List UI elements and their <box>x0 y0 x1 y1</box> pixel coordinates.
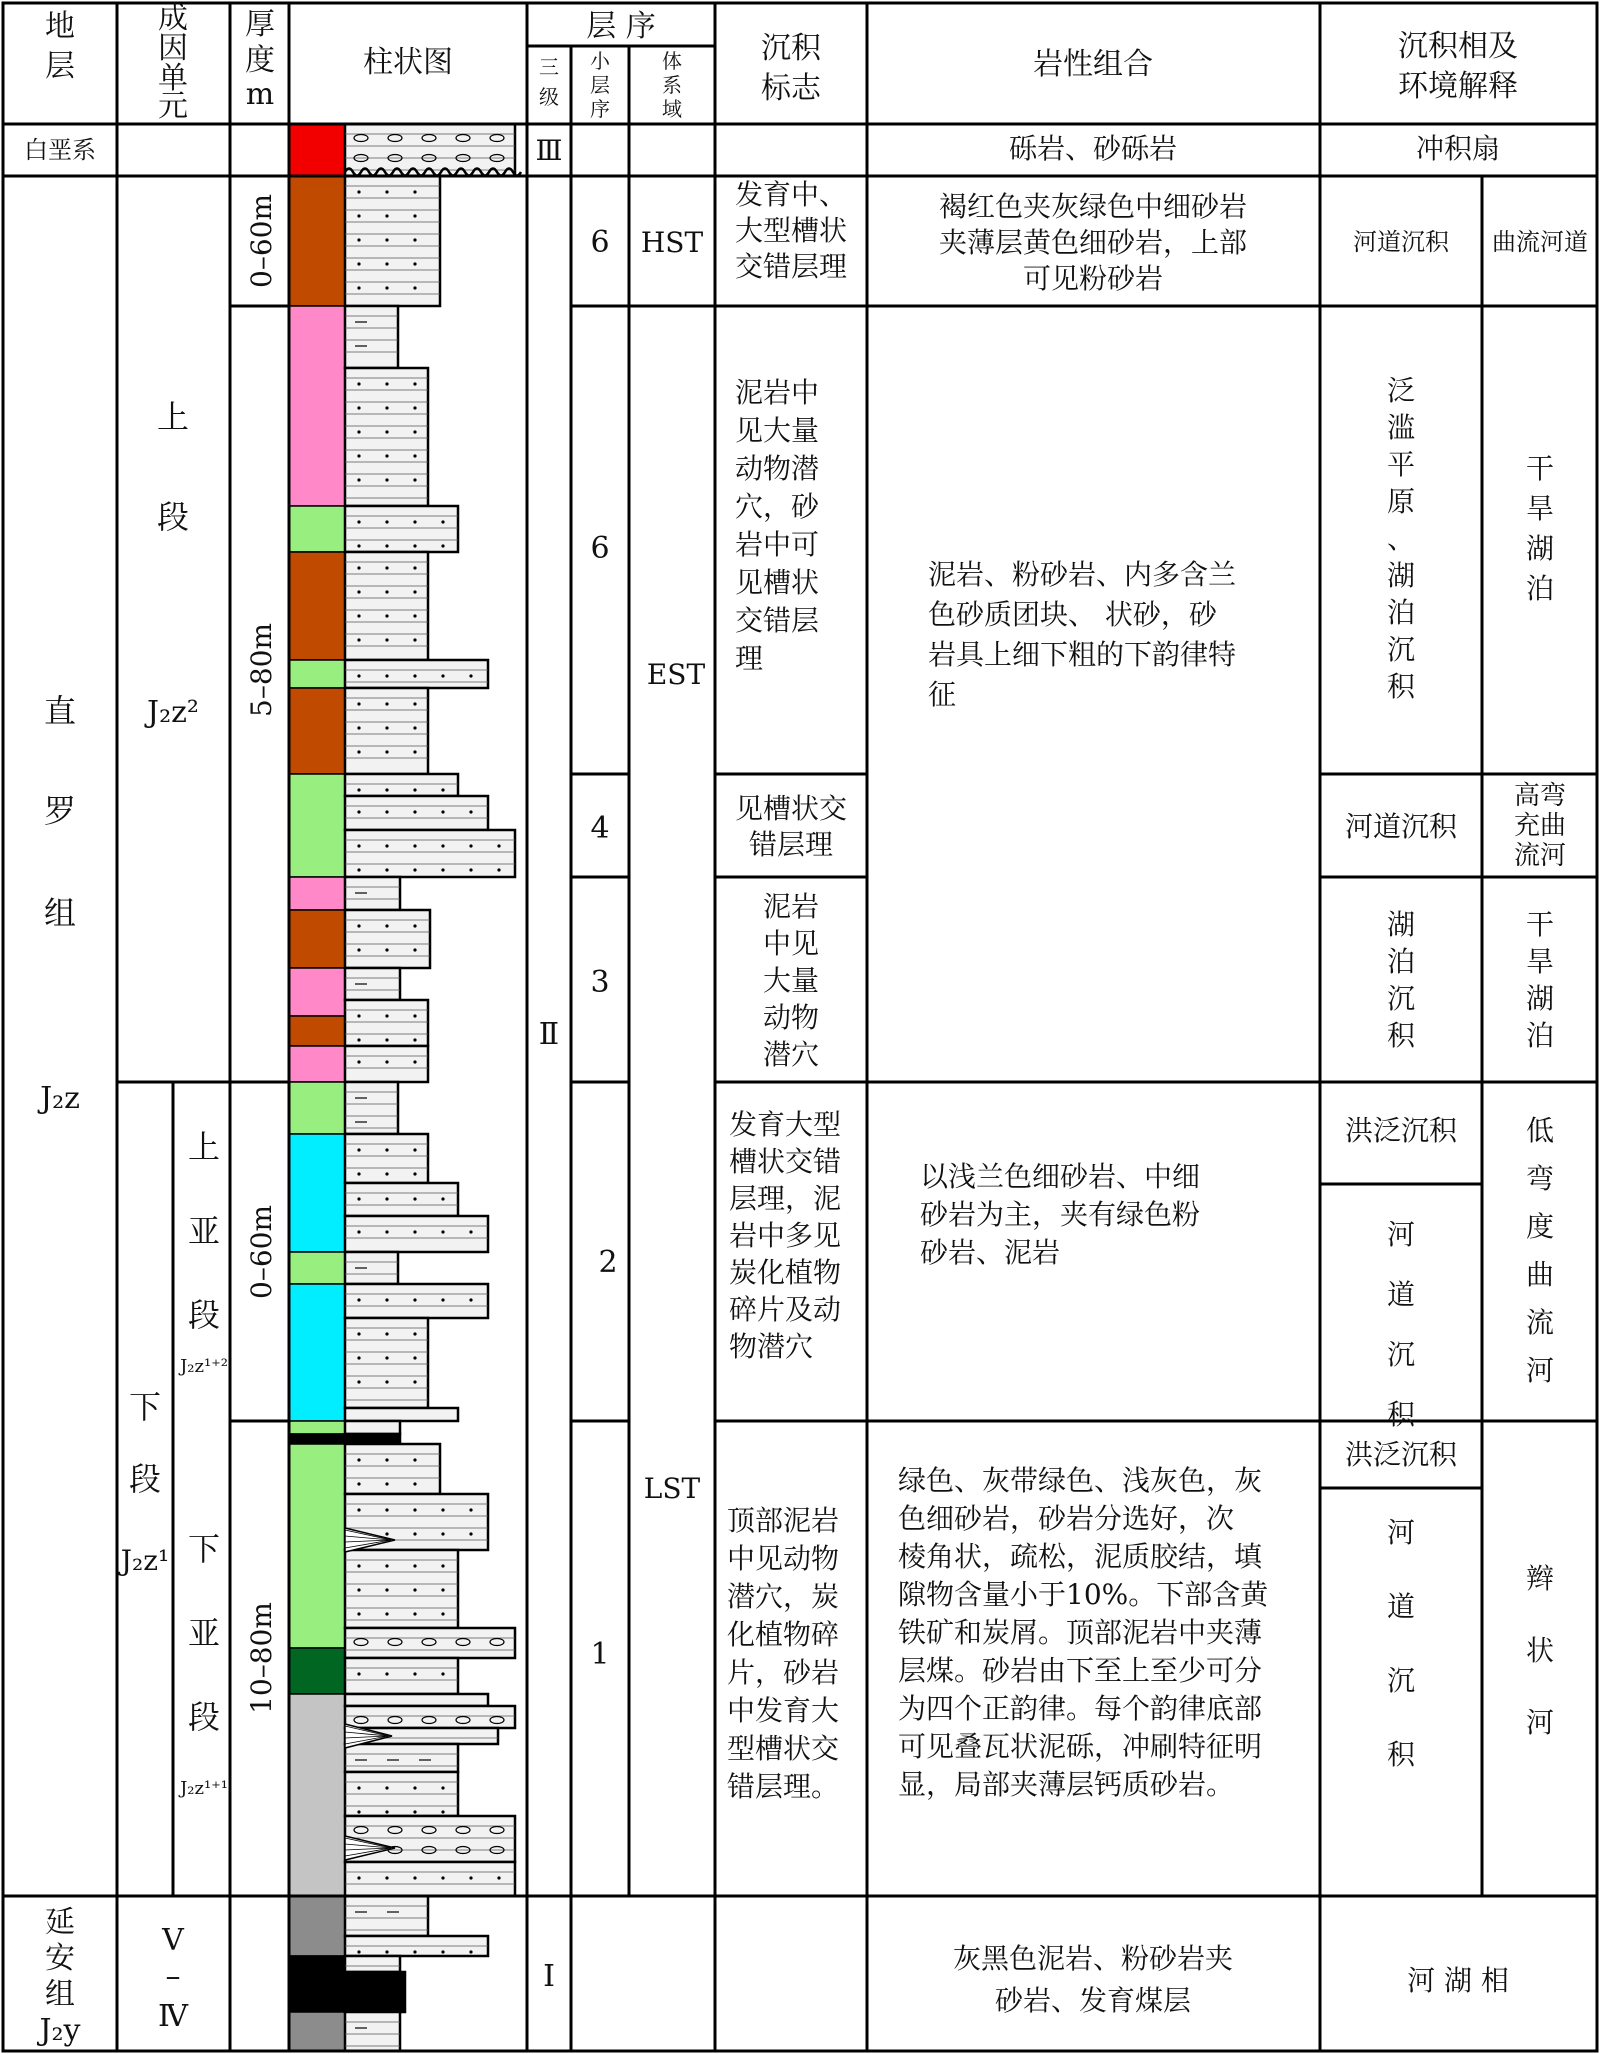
header-third-order-1: 三 <box>539 55 559 79</box>
header-row <box>45 1 1518 124</box>
lithology-seq1-line: 可见叠瓦状泥砾，冲刷特征明 <box>898 1730 1263 1763</box>
facies-seq3-line: 湖 <box>1386 908 1416 941</box>
small-seq-3: 3 <box>590 965 610 1000</box>
env-seq6-est-line: 旱 <box>1525 492 1555 525</box>
marks-seq3-line: 动物 <box>762 1001 820 1034</box>
marks-seq2-line: 岩中多见 <box>729 1219 842 1252</box>
marks-seq2-line: 炭化植物 <box>729 1256 842 1289</box>
header-thickness-2: 度 <box>245 43 275 78</box>
small-seq-6a: 6 <box>590 225 610 260</box>
env-seq1-line: 状 <box>1525 1634 1555 1667</box>
color-bar-segment <box>289 968 345 1016</box>
litho-bed <box>345 1434 400 1444</box>
upper-sub-name-3: 段 <box>187 1296 221 1334</box>
env-seq4-line: 流河 <box>1513 841 1567 871</box>
facies-seq6-est-line: 积 <box>1386 670 1416 703</box>
small-seq-6b: 6 <box>590 531 610 566</box>
lithology-seq6-est-line: 泥岩、粉砂岩、内多含兰 <box>928 558 1237 591</box>
tract-lst: LST <box>643 1472 701 1505</box>
lithology-seq2-line: 以浅兰色细砂岩、中细 <box>920 1160 1201 1193</box>
litho-bed <box>345 1956 400 1972</box>
litho-bed <box>345 368 428 506</box>
facies-seq4: 河道沉积 <box>1344 810 1458 843</box>
lithology-seq6-hst-line: 可见粉砂岩 <box>1022 262 1164 295</box>
marks-seq6-est-line: 理 <box>735 642 764 675</box>
color-bar-segment <box>289 1444 345 1648</box>
facies-seq1-line: 沉 <box>1386 1664 1416 1697</box>
lithology-seq6-hst-line: 褐红色夹灰绿色中细砂岩 <box>938 190 1248 223</box>
lithology-seq1-line: 棱角状，疏松，泥质胶结，填 <box>898 1540 1263 1573</box>
env-seq3 <box>1526 908 1554 1052</box>
marks-seq1-line: 中发育大 <box>727 1694 840 1727</box>
tract-hst: HST <box>640 226 704 259</box>
facies-seq3-line: 沉 <box>1386 982 1416 1015</box>
lithology-seq1-line: 隙物含量小于10%。下部含黄 <box>898 1578 1269 1611</box>
env-seq2-line: 低 <box>1525 1114 1555 1147</box>
facies-seq6-est-line: 泊 <box>1386 596 1416 629</box>
env-seq3-line: 旱 <box>1525 945 1555 978</box>
litho-bed <box>345 1318 428 1408</box>
header-sequence: 层 序 <box>586 9 656 44</box>
header-sequence-sub <box>539 49 682 121</box>
marks-seq6-hst-line: 发育中、 <box>734 178 848 211</box>
marks-seq2-line: 层理，泥 <box>729 1182 842 1215</box>
litho-bed <box>345 1046 428 1082</box>
header-marks-2: 标志 <box>761 71 821 106</box>
color-bar-segment <box>289 1421 345 1434</box>
header-genetic-unit-1: 成 <box>158 1 188 36</box>
marks-seq3-line: 大量 <box>762 964 820 997</box>
color-bar-column <box>289 124 345 2051</box>
litho-bed <box>345 1816 515 1862</box>
marks-seq6-hst-line: 交错层理 <box>734 250 848 283</box>
marks-seq1-line: 错层理。 <box>727 1770 840 1803</box>
litho-bed <box>345 176 440 306</box>
litho-bed <box>345 910 430 968</box>
lithology-seq6-hst <box>939 190 1247 295</box>
marks-seq3 <box>763 890 819 1071</box>
color-bar-segment <box>289 1694 345 1896</box>
upper-member-name-1: 上 <box>156 398 190 436</box>
env-seq4 <box>1514 781 1566 871</box>
litho-bed <box>345 2012 400 2051</box>
facies-seq6-est <box>1387 374 1416 703</box>
small-seq-1: 1 <box>590 1637 610 1672</box>
env-seq2-line: 河 <box>1525 1354 1555 1387</box>
litho-bed <box>345 877 400 910</box>
marks-seq4-line: 见槽状交 <box>734 792 848 825</box>
env-seq1-line: 河 <box>1525 1706 1555 1739</box>
small-seq-4: 4 <box>590 811 610 846</box>
litho-bed <box>345 1936 488 1956</box>
facies-seq6-est-line: 滥 <box>1386 411 1416 444</box>
header-tract-2: 系 <box>662 73 682 97</box>
yanan-unit-2: – <box>165 1959 181 1994</box>
litho-bed <box>345 1896 428 1936</box>
zhiluo-name-3: 组 <box>43 894 77 932</box>
litho-bed <box>345 1772 458 1816</box>
row-cretaceous <box>24 132 1500 167</box>
lithology-seq1-line: 铁矿和炭屑。顶部泥岩中夹薄 <box>898 1616 1263 1649</box>
lower-member-code: J₂z¹ <box>120 1544 170 1577</box>
marks-seq6-hst <box>735 178 847 283</box>
marks-seq2-line: 发育大型 <box>729 1108 842 1141</box>
color-bar-segment <box>289 552 345 660</box>
litho-bed <box>345 968 400 1000</box>
marks-seq1 <box>727 1504 839 1803</box>
color-bar-segment <box>289 176 345 306</box>
lower-member-name-2: 段 <box>128 1460 162 1498</box>
env-seq6-est <box>1526 452 1554 605</box>
color-bar-segment <box>289 1134 345 1252</box>
lithology-seq1-line: 绿色、灰带绿色、浅灰色，灰 <box>898 1464 1263 1497</box>
header-lithology: 岩性组合 <box>1033 47 1153 82</box>
upper-member-name-2: 段 <box>156 498 190 536</box>
marks-seq6-est-line: 泥岩中 <box>735 376 820 409</box>
env-seq4-line: 高弯 <box>1513 781 1567 811</box>
litho-bed <box>345 830 515 877</box>
litho-bed <box>345 1550 458 1628</box>
header-facies-1: 沉积相及 <box>1398 29 1518 64</box>
marks-seq6-est <box>735 376 820 675</box>
marks-seq6-est-line: 交错层 <box>735 604 820 637</box>
litho-bed <box>345 1421 400 1434</box>
env-seq6-est-line: 泊 <box>1525 572 1555 605</box>
facies-seq6-hst: 河道沉积 <box>1353 228 1449 256</box>
yanan-name-1: 延 <box>45 1905 75 1940</box>
header-small-2: 层 <box>590 73 610 97</box>
litho-bed <box>345 1444 440 1494</box>
marks-seq2 <box>729 1108 841 1363</box>
row-yanan <box>36 1905 1508 2048</box>
marks-seq1-line: 化植物碎 <box>727 1618 840 1651</box>
env-seq6-hst: 曲流河道 <box>1492 228 1588 256</box>
color-bar-segment <box>289 660 345 688</box>
yanan-lithology-2: 砂岩、发育煤层 <box>994 1984 1192 2017</box>
marks-seq3-line: 中见 <box>762 927 820 960</box>
env-seq6-est-line: 干 <box>1525 452 1555 485</box>
color-bar-segment <box>289 124 345 176</box>
color-bar-segment <box>289 877 345 910</box>
litho-bed <box>345 1284 488 1318</box>
yanan-name-2: 安 <box>45 1941 75 1976</box>
lithology-seq1-line: 色细砂岩，砂岩分选好，次 <box>898 1502 1235 1535</box>
cretaceous-stratum: 白垩系 <box>24 136 96 164</box>
small-seq-2: 2 <box>598 1245 618 1280</box>
thickness-column <box>245 194 278 1714</box>
color-bar-segment <box>289 1956 345 2012</box>
lithology-seq2-line: 砂岩为主，夹有绿色粉 <box>920 1198 1201 1231</box>
env-seq2 <box>1526 1114 1554 1387</box>
header-tract-3: 域 <box>662 97 682 121</box>
facies-seq3-line: 泊 <box>1386 945 1416 978</box>
header-stratum-2: 层 <box>45 49 75 84</box>
lithology-seq6-est-line: 征 <box>928 678 957 711</box>
thickness-4: 10–80m <box>245 1602 278 1714</box>
header-tract-1: 体 <box>662 49 682 73</box>
env-seq4-line: 充曲 <box>1513 811 1567 841</box>
yanan-unit-1: V <box>162 1923 184 1958</box>
litho-bed <box>345 1216 488 1252</box>
litho-bed <box>345 306 398 368</box>
litho-bed <box>345 1408 458 1421</box>
lithology-seq2-line: 砂岩、泥岩 <box>920 1236 1061 1269</box>
yanan-name-4: J₂y <box>39 2013 81 2048</box>
color-bar-segment <box>289 506 345 552</box>
facies-seq2-line: 积 <box>1386 1398 1416 1431</box>
color-bar-segment <box>289 1046 345 1082</box>
lithology-seq1-line: 层煤。砂岩由下至上至少可分 <box>898 1654 1263 1687</box>
env-seq3-line: 干 <box>1525 908 1555 941</box>
litho-bed <box>345 1134 428 1183</box>
sequence-numbers <box>590 225 705 1672</box>
marks-seq2-line: 碎片及动 <box>729 1293 842 1326</box>
color-bar-segment <box>289 306 345 506</box>
yanan-unit-3: Ⅳ <box>158 1999 188 2034</box>
facies-seq6-est-line: 沉 <box>1386 633 1416 666</box>
lithology-column <box>345 124 521 2051</box>
lithology-seq6-est-line: 岩具上细下粗的下韵律特 <box>928 638 1237 671</box>
litho-bed <box>345 506 458 552</box>
zhiluo-third-order: Ⅱ <box>538 1017 560 1052</box>
litho-bed <box>345 796 488 830</box>
description-cells <box>727 178 1588 1803</box>
facies-seq6-est-line: 原 <box>1386 485 1416 518</box>
litho-bed <box>345 1862 515 1896</box>
litho-bed <box>345 1628 515 1658</box>
yanan-facies: 河 湖 相 <box>1407 1964 1509 1997</box>
lower-sub-name-3: 段 <box>187 1698 221 1736</box>
env-seq2-line: 曲 <box>1525 1258 1555 1291</box>
marks-seq2-line: 槽状交错 <box>729 1145 842 1178</box>
lithology-seq1-line: 为四个正韵律。每个韵律底部 <box>898 1692 1263 1725</box>
marks-seq1-line: 潜穴，炭 <box>727 1580 840 1613</box>
marks-seq6-est-line: 岩中可 <box>735 528 820 561</box>
cretaceous-lithology: 砾岩、砂砾岩 <box>1008 132 1178 165</box>
litho-bed <box>345 1972 405 2012</box>
facies-seq3-line: 积 <box>1386 1019 1416 1052</box>
color-bar-segment <box>289 910 345 968</box>
upper-sub-name-2: 亚 <box>187 1212 221 1250</box>
yanan-third-order: Ⅰ <box>543 1959 555 1994</box>
lower-member-name-1: 下 <box>128 1388 162 1426</box>
marks-seq6-est-line: 见大量 <box>735 414 820 447</box>
zhiluo-name-2: 罗 <box>43 792 77 830</box>
facies-seq2-line: 道 <box>1386 1278 1416 1311</box>
upper-member-code: J₂z² <box>147 695 199 730</box>
marks-seq1-line: 片，砂岩 <box>727 1656 840 1689</box>
facies-seq2-top: 洪泛沉积 <box>1344 1114 1458 1147</box>
header-column: 柱状图 <box>363 45 453 80</box>
color-bar-segment <box>289 1648 345 1694</box>
lithology-seq1-line: 显，局部夹薄层钙质砂岩。 <box>898 1768 1235 1801</box>
env-seq3-line: 泊 <box>1525 1019 1555 1052</box>
lithology-seq2 <box>920 1160 1200 1269</box>
thickness-1: 0–60m <box>245 194 278 288</box>
litho-bed <box>345 1694 488 1706</box>
header-thickness-3: m <box>245 77 275 112</box>
zhiluo-code: J₂z <box>40 1081 80 1116</box>
lithology-seq6-est-line: 色砂质团块、 状砂，砂 <box>928 598 1217 631</box>
facies-seq2-line: 沉 <box>1386 1338 1416 1371</box>
env-seq1 <box>1526 1562 1554 1739</box>
marks-seq1-line: 顶部泥岩 <box>727 1504 840 1537</box>
env-seq2-line: 流 <box>1525 1306 1555 1339</box>
lower-sub-name-1: 下 <box>187 1530 221 1568</box>
marks-seq1-line: 中见动物 <box>727 1542 840 1575</box>
marks-seq6-est-line: 穴，砂 <box>735 490 820 523</box>
yanan-name-3: 组 <box>45 1977 75 2012</box>
color-bar-segment <box>289 1896 345 1956</box>
facies-seq3 <box>1387 908 1416 1052</box>
cretaceous-third-order: Ⅲ <box>535 134 563 167</box>
header-genetic-unit-4: 元 <box>158 89 188 124</box>
litho-bed <box>345 1000 428 1046</box>
color-bar-segment <box>289 688 345 774</box>
lithology-seq6-hst-line: 夹薄层黄色细砂岩，上部 <box>938 226 1248 259</box>
tract-est: EST <box>646 658 706 691</box>
litho-bed <box>345 1183 458 1216</box>
facies-seq1-line: 河 <box>1386 1516 1416 1549</box>
facies-seq1-line: 道 <box>1386 1590 1416 1623</box>
litho-bed <box>345 1744 458 1772</box>
env-seq1-line: 辫 <box>1525 1562 1555 1595</box>
lithology-seq1 <box>898 1464 1269 1801</box>
color-bar-segment <box>289 1284 345 1421</box>
header-third-order-2: 级 <box>539 85 559 109</box>
env-seq6-est-line: 湖 <box>1525 532 1555 565</box>
header-thickness-1: 厚 <box>245 7 275 42</box>
marks-seq6-est-line: 动物潜 <box>735 452 820 485</box>
upper-sub-code: J₂z¹⁺² <box>180 1356 228 1377</box>
litho-bed <box>345 1252 398 1284</box>
litho-bed <box>345 774 458 796</box>
color-bar-segment <box>289 1016 345 1046</box>
header-small-1: 小 <box>590 49 610 73</box>
header-marks-1: 沉积 <box>761 31 821 66</box>
color-bar-segment <box>289 1252 345 1284</box>
color-bar-segment <box>289 1434 345 1444</box>
litho-bed <box>345 660 488 688</box>
facies-seq6-est-line: 湖 <box>1386 559 1416 592</box>
marks-seq3-line: 潜穴 <box>762 1038 820 1071</box>
facies-seq1-line: 积 <box>1386 1738 1416 1771</box>
litho-bed <box>345 1082 398 1134</box>
facies-seq2-line: 河 <box>1386 1218 1416 1251</box>
lithology-seq6-est <box>928 558 1236 711</box>
lower-sub-code: J₂z¹⁺¹ <box>180 1778 228 1799</box>
facies-seq1-top: 洪泛沉积 <box>1344 1438 1458 1471</box>
header-genetic-unit-3: 单 <box>158 61 188 96</box>
env-seq3-line: 湖 <box>1525 982 1555 1015</box>
header-genetic-unit-2: 因 <box>158 31 188 66</box>
marks-seq4-line: 错层理 <box>748 828 834 861</box>
upper-sub-name-1: 上 <box>187 1128 221 1166</box>
facies-seq6-est-line: 、 <box>1386 522 1416 555</box>
litho-bed <box>345 552 428 660</box>
marks-seq1-line: 型槽状交 <box>727 1732 840 1765</box>
thickness-2: 5–80m <box>245 623 278 717</box>
litho-bed <box>345 1658 458 1694</box>
facies-seq1 <box>1387 1516 1416 1771</box>
facies-seq6-est-line: 泛 <box>1386 374 1416 407</box>
color-bar-segment <box>289 2012 345 2051</box>
lower-sub-name-2: 亚 <box>187 1614 221 1652</box>
header-small-3: 序 <box>590 97 610 121</box>
color-bar-segment <box>289 774 345 877</box>
env-seq2-line: 度 <box>1525 1210 1555 1243</box>
zhiluo-name-1: 直 <box>43 692 77 730</box>
marks-seq6-hst-line: 大型槽状 <box>734 214 848 247</box>
facies-seq2 <box>1387 1218 1416 1431</box>
cretaceous-facies: 冲积扇 <box>1415 132 1501 165</box>
yanan-lithology-1: 灰黑色泥岩、粉砂岩夹 <box>952 1942 1234 1975</box>
color-bar-segment <box>289 1082 345 1134</box>
env-seq2-line: 弯 <box>1525 1162 1555 1195</box>
thickness-3: 0–60m <box>245 1205 278 1299</box>
facies-seq6-est-line: 平 <box>1386 448 1416 481</box>
header-stratum-1: 地 <box>45 9 75 44</box>
marks-seq6-est-line: 见槽状 <box>735 566 820 599</box>
marks-seq4 <box>735 792 847 861</box>
marks-seq2-line: 物潜穴 <box>729 1330 814 1363</box>
litho-bed <box>345 688 428 774</box>
marks-seq3-line: 泥岩 <box>762 890 820 923</box>
litho-bed <box>345 1706 515 1728</box>
header-facies-2: 环境解释 <box>1398 69 1518 104</box>
